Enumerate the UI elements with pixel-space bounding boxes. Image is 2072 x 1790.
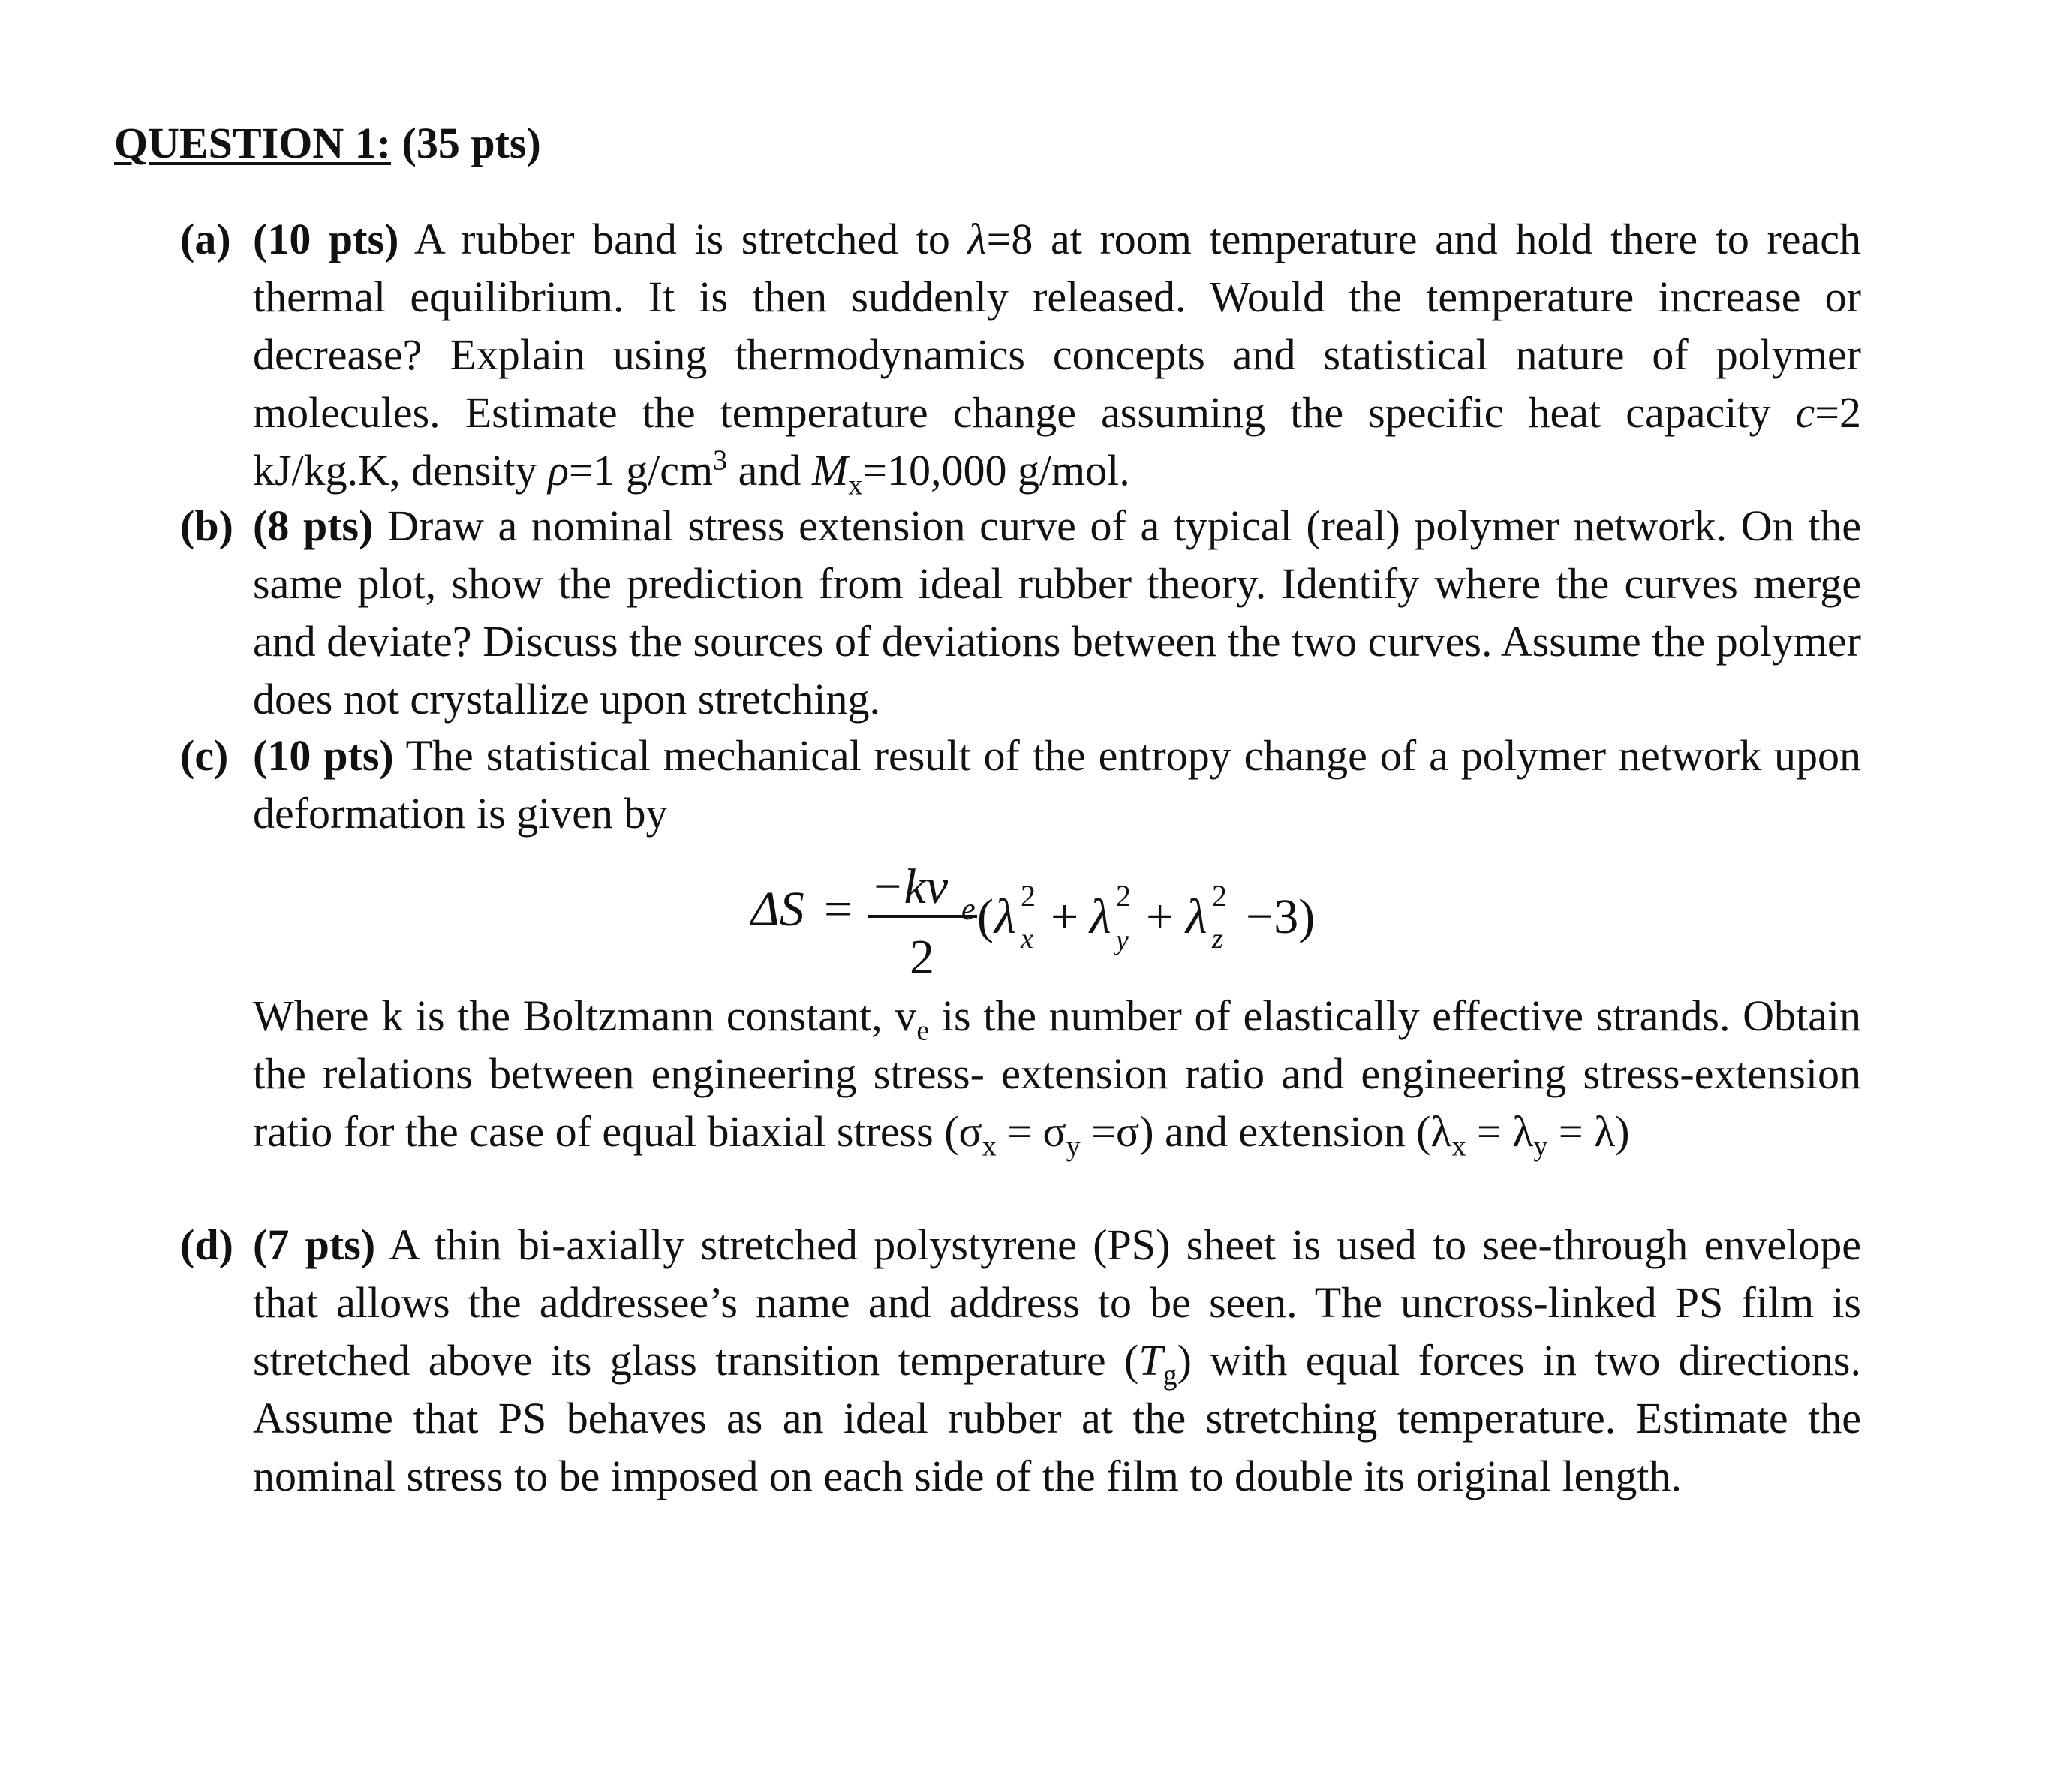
- formula-denominator: 2: [910, 930, 934, 985]
- formula-sub-x: x: [1021, 923, 1033, 955]
- formula-square-1: 2: [1021, 879, 1036, 913]
- formula-square-2: 2: [1116, 879, 1131, 913]
- part-c: [180, 727, 1861, 842]
- part-b: [180, 497, 1861, 728]
- part-c-body: The statistical mechanical result of the entropy change of a polymer network upon deformation is given by: [253, 731, 1862, 838]
- cont-sub-y2: y: [1533, 1130, 1548, 1163]
- formula-plus-2: +: [1146, 889, 1174, 944]
- part-a-text-2: =8 at room temperature and hold there to reach thermal equilibrium. It is then suddenly released. Would the temperature increase or decrease? Explain using thermodynamics concepts and statistical nature of polymer molecules. Estimate the temperature change assuming the specific heat capacity: [253, 215, 1861, 437]
- part-d-points: (7 pts): [253, 1220, 376, 1269]
- formula-minus-three: −3): [1246, 889, 1316, 944]
- part-d-label: (d): [180, 1220, 233, 1269]
- part-b-body: Draw a nominal stress extension curve of a typical (real) polymer network. On the same plot, show the prediction from ideal rubber theory. Identify where the curves merge and deviate? Discuss the sources of deviations between the two curves. Assume the polymer does not crystallize upon stretching.: [253, 501, 1861, 724]
- part-d-text: [253, 1216, 1861, 1505]
- formula-lambda-x: λ: [994, 889, 1016, 944]
- part-b-points: (8 pts): [253, 501, 374, 550]
- formula-num-subscript: e: [961, 892, 976, 927]
- question-heading: [114, 117, 541, 170]
- part-c-label: (c): [180, 731, 229, 780]
- cube-superscript: 3: [713, 444, 728, 477]
- question-points: (35 pts): [401, 119, 541, 167]
- part-a-points: (10 pts): [253, 215, 399, 263]
- m-symbol: M: [811, 446, 849, 495]
- part-c-points: (10 pts): [253, 731, 394, 780]
- rho-symbol: ρ: [548, 446, 569, 495]
- cont-sub-x2: x: [1451, 1130, 1466, 1163]
- part-a: [180, 210, 1861, 499]
- formula-equals: =: [824, 882, 853, 937]
- formula-delta-s: ΔS: [750, 882, 804, 937]
- formula-sub-z: z: [1212, 923, 1223, 955]
- formula-square-3: 2: [1212, 879, 1227, 913]
- formula-sub-y: y: [1116, 925, 1129, 956]
- part-b-label: (b): [180, 501, 233, 550]
- cont-sub-y: y: [1066, 1130, 1081, 1163]
- formula-lambda-y: λ: [1090, 889, 1111, 944]
- lambda-symbol: λ: [967, 215, 987, 263]
- part-d-text-2: ) with equal forces in two directions. Assume that PS behaves as an ideal rubber at the stretching temperature. Estimate the nominal stress to be imposed on each side of the film to double its original length.: [253, 1336, 1861, 1500]
- formula-plus-1: +: [1051, 889, 1079, 944]
- cont-text-1: Where k is the Boltzmann constant, v: [253, 991, 917, 1040]
- part-a-text-1: A rubber band is stretched to: [413, 215, 968, 263]
- cont-sub-e: e: [916, 1015, 930, 1047]
- part-b-text: [253, 497, 1861, 728]
- cont-text-4: =σ) and extension (λ: [1080, 1107, 1452, 1156]
- part-a-text-5: and: [727, 446, 812, 495]
- part-d-text-1: A thin bi-axially stretched polystyrene (PS) sheet is used to see-through envelope that allows the addressee’s name and address to be seen. The uncross-linked PS film is stretched above its glass transition temperature (: [253, 1220, 1861, 1385]
- part-d: [180, 1216, 1861, 1505]
- part-c-text: [253, 727, 1861, 842]
- part-a-text-6: =10,000 g/mol.: [862, 446, 1130, 495]
- formula-numerator: −kv: [871, 859, 949, 914]
- part-a-label: (a): [180, 215, 231, 263]
- cont-text-5: = λ: [1466, 1107, 1534, 1156]
- m-subscript: x: [848, 469, 863, 501]
- part-a-text-4: =1 g/cm: [568, 446, 714, 495]
- t-symbol: T: [1138, 1336, 1163, 1385]
- formula-paren-open: (: [977, 889, 994, 944]
- formula-lambda-z: λ: [1186, 889, 1207, 944]
- part-a-text: [253, 210, 1861, 499]
- entropy-formula: [750, 844, 1396, 994]
- c-symbol: c: [1795, 388, 1815, 437]
- cont-text-3: = σ: [996, 1107, 1066, 1156]
- part-c-continuation: [253, 987, 1862, 1163]
- cont-text-2: is the number of elastically effective strands. Obtain the relations between engineering stress- extension ratio and engineering stress-extension ratio for the case of equal biaxial stress (σ: [253, 991, 1862, 1156]
- part-a-text-3: =2 kJ/kg.K, density: [253, 388, 1861, 495]
- cont-text-6: = λ): [1547, 1107, 1630, 1156]
- cont-sub-x: x: [982, 1130, 997, 1163]
- t-subscript: g: [1162, 1359, 1177, 1391]
- question-title: QUESTION 1:: [114, 119, 392, 167]
